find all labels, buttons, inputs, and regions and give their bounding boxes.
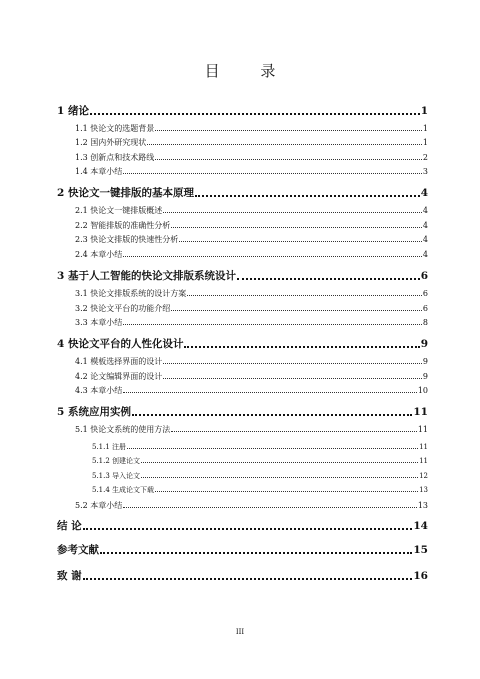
toc-entry-label: 5.1 快论文系统的使用方法	[75, 425, 171, 434]
toc-entry-label: 5 系统应用实例	[57, 406, 131, 418]
toc-entry-label: 3.1 快论文排版系统的设计方案	[75, 289, 187, 298]
toc-entry-label: 3.2 快论文平台的功能介绍	[75, 304, 171, 313]
page-number-footer: III	[235, 628, 245, 636]
toc-entry[interactable]	[75, 387, 428, 395]
toc-entry[interactable]	[92, 458, 428, 465]
dot-leader	[187, 295, 422, 296]
toc-entry-page: 11	[413, 406, 428, 418]
toc-entry-page: 9	[422, 372, 428, 381]
toc-entry[interactable]	[75, 154, 428, 162]
toc-entry-page: 9	[422, 357, 428, 366]
toc-entry-page: 16	[413, 570, 428, 582]
toc-entry-label: 致 谢	[57, 570, 82, 582]
dot-leader	[155, 159, 422, 160]
dot-leader	[195, 195, 420, 197]
toc-entry[interactable]	[57, 339, 428, 350]
toc-entry[interactable]	[75, 290, 428, 298]
toc-entry-page: 1	[420, 105, 428, 117]
dot-leader	[155, 491, 418, 492]
toc-entry-page: 2	[422, 153, 428, 162]
toc-entry[interactable]	[75, 373, 428, 381]
toc-entry-label: 2.1 快论文一键排版概述	[75, 206, 163, 215]
toc-entry-label: 1.1 快论文的选题背景	[75, 124, 155, 133]
dot-leader	[123, 507, 417, 508]
toc-entry-label: 2.2 智能排版的准确性分析	[75, 221, 171, 230]
dot-leader	[127, 448, 418, 449]
toc-entry-page: 4	[422, 221, 428, 230]
toc-entry[interactable]	[75, 251, 428, 259]
toc-entry-label: 参考文献	[57, 544, 99, 556]
toc-entry-label: 5.1.4 生成论文下载	[92, 486, 155, 494]
toc-entry[interactable]	[57, 271, 428, 282]
dot-leader	[123, 173, 422, 174]
toc-entry-label: 3 基于人工智能的快论文排版系统设计	[57, 270, 236, 282]
toc-entry-page: 10	[417, 386, 428, 395]
dot-leader	[100, 552, 412, 554]
dot-leader	[171, 227, 422, 228]
toc-entry-label: 4.3 本章小结	[75, 386, 123, 395]
toc-entry[interactable]	[92, 487, 428, 494]
toc-entry-page: 1	[422, 124, 428, 133]
toc-entry-page: 12	[419, 472, 428, 480]
toc-entry[interactable]	[57, 571, 428, 582]
toc-entry-label: 5.1.1 注册	[92, 443, 127, 451]
dot-leader	[163, 212, 422, 213]
toc-entry-page: 6	[420, 270, 428, 282]
dot-leader	[141, 477, 418, 478]
toc-entry-page: 6	[422, 289, 428, 298]
toc-entry-label: 3.3 本章小结	[75, 318, 123, 327]
toc-entry-label: 5.2 本章小结	[75, 501, 123, 510]
toc-entry-label: 1.4 本章小结	[75, 167, 123, 176]
toc-entry-label: 4 快论文平台的人性化设计	[57, 338, 184, 350]
dot-leader	[123, 392, 417, 393]
toc-entry-page: 11	[419, 457, 428, 465]
toc-entry-page: 3	[422, 167, 428, 176]
toc-entry[interactable]	[75, 222, 428, 230]
toc-entry-page: 14	[413, 520, 428, 532]
toc-entry-label: 2.3 快论文排版的快速性分析	[75, 235, 179, 244]
toc-entry-page: 13	[419, 486, 428, 494]
toc-entry-page: 8	[422, 318, 428, 327]
dot-leader	[90, 113, 420, 115]
toc-entry[interactable]	[75, 358, 428, 366]
toc-entry[interactable]	[92, 444, 428, 451]
toc-entry[interactable]	[75, 125, 428, 133]
toc-entry[interactable]	[75, 502, 428, 510]
dot-leader	[163, 378, 422, 379]
toc-entry-label: 结 论	[57, 520, 82, 532]
toc-entry-page: 4	[422, 235, 428, 244]
dot-leader	[237, 278, 420, 280]
dot-leader	[155, 130, 422, 131]
toc-entry[interactable]	[57, 521, 428, 532]
toc-entry-label: 4.2 论文编辑界面的设计	[75, 372, 163, 381]
toc-entry[interactable]	[75, 305, 428, 313]
toc-title: 目 录	[204, 62, 294, 80]
toc-entry-label: 1 绪论	[57, 105, 89, 117]
dot-leader	[141, 462, 418, 463]
dot-leader	[123, 324, 422, 325]
toc-entry-page: 13	[417, 501, 428, 510]
toc-entry-page: 15	[413, 544, 428, 556]
toc-entry[interactable]	[75, 319, 428, 327]
toc-entry-page: 11	[419, 443, 428, 451]
dot-leader	[184, 346, 419, 348]
toc-entry-label: 4.1 模板选择界面的设计	[75, 357, 163, 366]
dot-leader	[171, 431, 417, 432]
toc-entry-page: 4	[422, 250, 428, 259]
toc-entry[interactable]	[75, 236, 428, 244]
toc-entry-page: 11	[417, 425, 428, 434]
toc-entry-label: 5.1.3 导入论文	[92, 472, 141, 480]
toc-entry[interactable]	[92, 473, 428, 480]
toc-entry[interactable]	[57, 106, 428, 117]
toc-entry[interactable]	[75, 139, 428, 147]
toc-entry[interactable]	[75, 168, 428, 176]
dot-leader	[83, 578, 413, 580]
toc-entry-page: 4	[422, 206, 428, 215]
dot-leader	[163, 363, 422, 364]
toc-entry-label: 1.3 创新点和技术路线	[75, 153, 155, 162]
toc-entry-label: 5.1.2 创建论文	[92, 457, 141, 465]
toc-entry[interactable]	[57, 188, 428, 199]
toc-entry[interactable]	[75, 426, 428, 434]
dot-leader	[147, 144, 422, 145]
toc-entry[interactable]	[75, 207, 428, 215]
toc-entry-label: 2.4 本章小结	[75, 250, 123, 259]
dot-leader	[132, 414, 412, 416]
dot-leader	[171, 310, 422, 311]
toc-entry[interactable]	[57, 407, 428, 418]
toc-entry-label: 2 快论文一键排版的基本原理	[57, 187, 194, 199]
toc-entry-label: 1.2 国内外研究现状	[75, 138, 147, 147]
dot-leader	[123, 256, 422, 257]
toc-entry-page: 4	[420, 187, 428, 199]
toc-entry[interactable]	[57, 545, 428, 556]
toc-entry-page: 6	[422, 304, 428, 313]
dot-leader	[179, 241, 422, 242]
toc-entry-page: 1	[422, 138, 428, 147]
toc-entry-page: 9	[420, 338, 428, 350]
dot-leader	[83, 528, 413, 530]
